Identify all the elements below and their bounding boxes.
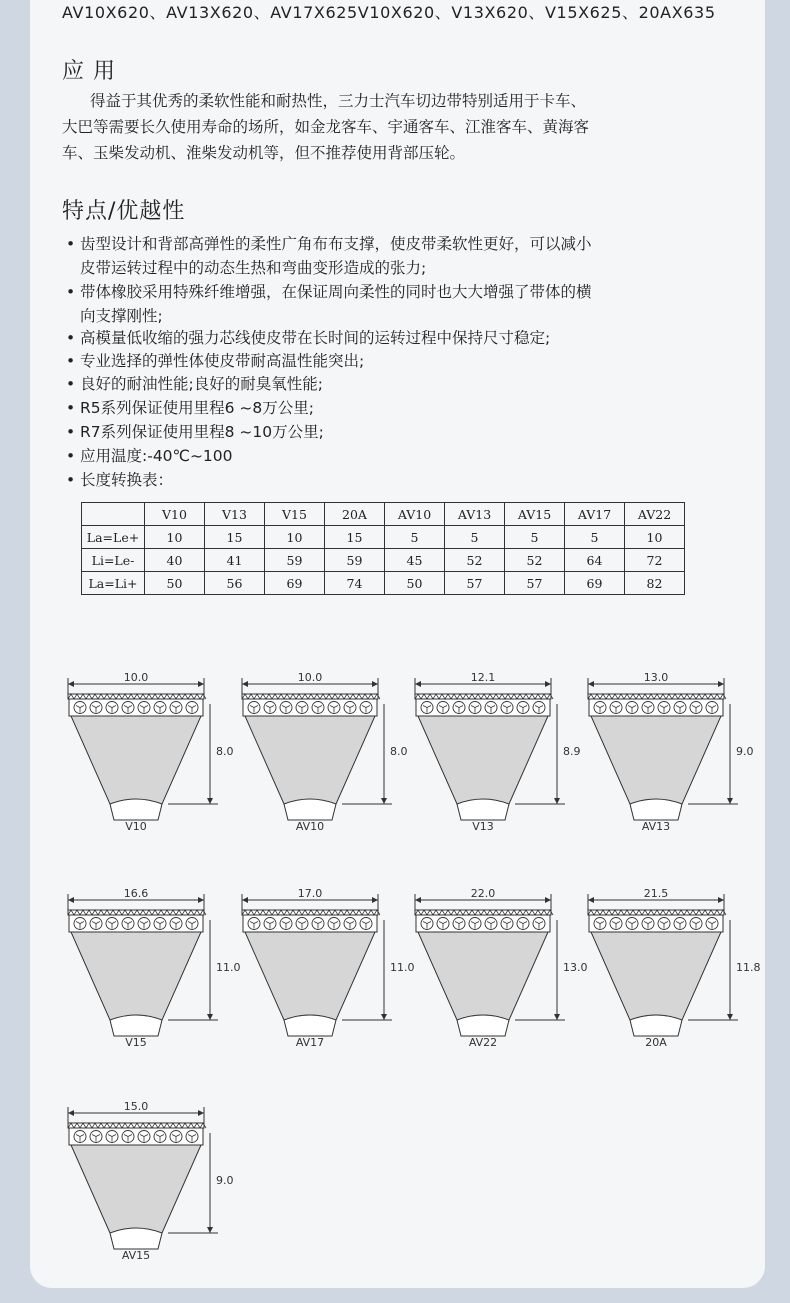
feature-item-text: 应用温度:-40℃~100 — [80, 447, 233, 465]
bullet-dot: • — [66, 375, 76, 393]
belt-diagram-v15 — [62, 884, 252, 1060]
belt-diagram-20a — [582, 884, 772, 1060]
belt-cross-section — [236, 668, 426, 840]
belt-cross-section — [62, 1097, 252, 1269]
belt-cross-section — [409, 884, 599, 1056]
table-header-cell: AV17 — [565, 503, 625, 526]
table-row — [82, 526, 685, 549]
belt-width-label: 22.0 — [470, 887, 496, 900]
table-cell: 50 — [385, 572, 445, 595]
bullet-dot: • — [66, 329, 76, 347]
table-header-cell: AV10 — [385, 503, 445, 526]
belt-cross-section — [236, 884, 426, 1056]
bullet-dot: • — [66, 399, 76, 417]
table-header-cell: AV22 — [625, 503, 685, 526]
feature-item-3 — [66, 326, 746, 350]
belt-height-label: 11.0 — [390, 961, 415, 974]
table-corner-cell — [82, 503, 145, 526]
belt-diagram-av15 — [62, 1097, 252, 1273]
table-cell: 69 — [265, 572, 325, 595]
feature-item-text-cont: 皮带运转过程中的动态生热和弯曲变形造成的张力; — [80, 259, 427, 277]
feature-item-text: R5系列保证使用里程6 ~8万公里; — [80, 399, 314, 417]
belt-model-label: AV10 — [295, 820, 325, 833]
belt-height-label: 8.0 — [216, 745, 234, 758]
table-cell: 72 — [625, 549, 685, 572]
belt-body — [245, 716, 375, 804]
table-header-row — [82, 503, 685, 526]
table-cell: 52 — [445, 549, 505, 572]
belt-model-label: V13 — [472, 820, 494, 833]
table-cell: 5 — [565, 526, 625, 549]
belt-cross-section — [62, 884, 252, 1056]
feature-item-text: 长度转换表： — [80, 471, 174, 489]
bullet-dot: • — [66, 235, 76, 253]
bullet-dot: • — [66, 352, 76, 370]
table-cell: 69 — [565, 572, 625, 595]
belt-body — [245, 932, 375, 1020]
bullet-dot: • — [66, 423, 76, 441]
table-cell: 82 — [625, 572, 685, 595]
table-cell: 10 — [145, 526, 205, 549]
feature-item-1 — [66, 232, 746, 280]
belt-diagram-av22 — [409, 884, 599, 1060]
table-cell: 59 — [325, 549, 385, 572]
bullet-dot: • — [66, 471, 76, 489]
belt-body — [71, 716, 201, 804]
feature-item-9 — [66, 468, 746, 492]
length-conversion-table — [81, 502, 685, 595]
table-cell: 57 — [505, 572, 565, 595]
application-text-line3: 车、玉柴发动机、淮柴发动机等，但不推荐使用背部压轮。 — [62, 144, 466, 162]
feature-item-text: R7系列保证使用里程8 ~10万公里; — [80, 423, 324, 441]
table-cell: 5 — [445, 526, 505, 549]
belt-diagram-av13 — [582, 668, 772, 844]
table-cell: 56 — [205, 572, 265, 595]
belt-width-label: 21.5 — [643, 887, 669, 900]
belt-cross-section — [62, 668, 252, 840]
feature-item-text-cont: 向支撑刚性; — [80, 307, 163, 325]
belt-model-label: AV17 — [295, 1036, 325, 1049]
table-row-label: La=Le+ — [82, 526, 145, 549]
belt-height-label: 8.9 — [563, 745, 581, 758]
belt-height-label: 13.0 — [563, 961, 588, 974]
feature-item-5 — [66, 372, 746, 396]
belt-model-label: AV13 — [641, 820, 671, 833]
belt-height-label: 11.0 — [216, 961, 241, 974]
feature-item-7 — [66, 420, 746, 444]
table-row-label: Li=Le- — [82, 549, 145, 572]
feature-item-text: 良好的耐油性能;良好的耐臭氧性能; — [80, 375, 323, 393]
table-row — [82, 549, 685, 572]
feature-item-text: 带体橡胶采用特殊纤维增强，在保证周向柔性的同时也大大增强了带体的横 — [80, 283, 592, 301]
model-list-line: AV10X620、AV13X620、AV17X625V10X620、V13X620、V15X625、20AX635 — [62, 3, 716, 22]
belt-model-label: V15 — [125, 1036, 147, 1049]
features-heading: 特点/优越性 — [62, 199, 186, 224]
table-header-cell: V13 — [205, 503, 265, 526]
belt-body — [71, 932, 201, 1020]
bullet-dot: • — [66, 283, 76, 301]
belt-cross-section — [409, 668, 599, 840]
table-header-cell: 20A — [325, 503, 385, 526]
belt-cross-section — [582, 668, 772, 840]
feature-item-4 — [66, 349, 746, 373]
belt-height-label: 8.0 — [390, 745, 408, 758]
table-cell: 15 — [325, 526, 385, 549]
belt-diagram-av10 — [236, 668, 426, 844]
belt-width-label: 15.0 — [123, 1100, 149, 1113]
table-cell: 41 — [205, 549, 265, 572]
belt-width-label: 12.1 — [470, 671, 496, 684]
application-heading: 应 用 — [62, 59, 116, 84]
belt-diagram-v10 — [62, 668, 252, 844]
table-header-cell: V10 — [145, 503, 205, 526]
table-cell: 10 — [265, 526, 325, 549]
table-header-cell: AV13 — [445, 503, 505, 526]
table-cell: 15 — [205, 526, 265, 549]
feature-item-text: 专业选择的弹性体使皮带耐高温性能突出; — [80, 352, 365, 370]
belt-body — [418, 716, 548, 804]
belt-height-label: 9.0 — [736, 745, 754, 758]
table-cell: 10 — [625, 526, 685, 549]
belt-width-label: 13.0 — [643, 671, 669, 684]
belt-diagram-av17 — [236, 884, 426, 1060]
table-cell: 64 — [565, 549, 625, 572]
feature-item-6 — [66, 396, 746, 420]
bullet-dot: • — [66, 447, 76, 465]
table-row-label: La=Li+ — [82, 572, 145, 595]
feature-item-2 — [66, 280, 746, 328]
table-cell: 74 — [325, 572, 385, 595]
feature-item-8 — [66, 444, 746, 468]
belt-height-label: 11.8 — [736, 961, 761, 974]
table-cell: 40 — [145, 549, 205, 572]
belt-body — [591, 716, 721, 804]
belt-model-label: 20A — [645, 1036, 667, 1049]
table-cell: 5 — [385, 526, 445, 549]
table-cell: 52 — [505, 549, 565, 572]
table-header-cell: AV15 — [505, 503, 565, 526]
belt-width-label: 10.0 — [297, 671, 323, 684]
belt-model-label: AV15 — [121, 1249, 151, 1262]
application-text-line1: 得益于其优秀的柔软性能和耐热性，三力士汽车切边带特别适用于卡车、 — [90, 92, 587, 110]
belt-width-label: 16.6 — [123, 887, 149, 900]
table-cell: 57 — [445, 572, 505, 595]
application-text-line2: 大巴等需要长久使用寿命的场所，如金龙客车、宇通客车、江淮客车、黄海客 — [62, 118, 590, 136]
belt-body — [591, 932, 721, 1020]
belt-model-label: AV22 — [468, 1036, 498, 1049]
belt-model-label: V10 — [125, 820, 147, 833]
belt-cross-section — [582, 884, 772, 1056]
feature-item-text: 高模量低收缩的强力芯线使皮带在长时间的运转过程中保持尺寸稳定; — [80, 329, 551, 347]
table-header-cell: V15 — [265, 503, 325, 526]
belt-width-label: 17.0 — [297, 887, 323, 900]
belt-height-label: 9.0 — [216, 1174, 234, 1187]
table-cell: 59 — [265, 549, 325, 572]
belt-body — [71, 1145, 201, 1233]
table-row — [82, 572, 685, 595]
belt-diagram-v13 — [409, 668, 599, 844]
table-cell: 45 — [385, 549, 445, 572]
belt-width-label: 10.0 — [123, 671, 149, 684]
belt-body — [418, 932, 548, 1020]
table-cell: 50 — [145, 572, 205, 595]
feature-item-text: 齿型设计和背部高弹性的柔性广角布布支撑，使皮带柔软性更好，可以减小 — [80, 235, 592, 253]
table-cell: 5 — [505, 526, 565, 549]
